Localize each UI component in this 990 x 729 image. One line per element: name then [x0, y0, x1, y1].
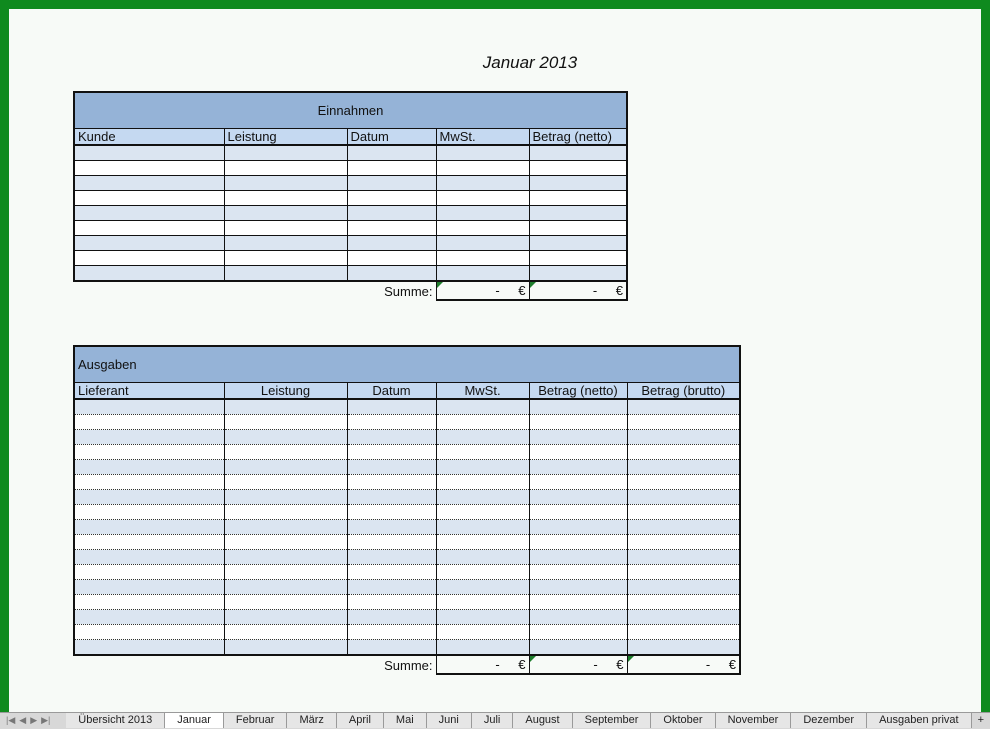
income-column-header[interactable]: Datum	[347, 129, 436, 146]
sheet-nav	[0, 713, 66, 727]
expenses-cell[interactable]	[74, 430, 224, 445]
income-cell[interactable]	[74, 191, 224, 206]
income-column-header[interactable]: Leistung	[224, 129, 347, 146]
expenses-cell[interactable]	[224, 595, 347, 610]
income-table-row	[74, 176, 627, 191]
income-sum-row	[74, 281, 627, 300]
expenses-table-row	[74, 595, 740, 610]
expenses-cell[interactable]	[74, 475, 224, 490]
expenses-cell[interactable]	[74, 445, 224, 460]
income-column-header[interactable]: MwSt.	[436, 129, 529, 146]
sheet-tab[interactable]: Dezember	[791, 713, 867, 728]
expenses-cell[interactable]	[436, 625, 529, 640]
expenses-cell[interactable]	[347, 550, 436, 565]
prev-sheet-icon[interactable]: ◀	[19, 715, 27, 725]
worksheet[interactable]	[9, 9, 981, 712]
expenses-sum-netto[interactable]: - €	[529, 655, 627, 674]
expenses-cell[interactable]	[347, 595, 436, 610]
expenses-sum-row	[74, 655, 740, 674]
expenses-cell[interactable]	[436, 415, 529, 430]
income-cell[interactable]	[436, 221, 529, 236]
expenses-cell[interactable]	[224, 505, 347, 520]
expenses-sum-label: Summe:	[384, 657, 433, 673]
expenses-cell[interactable]	[74, 535, 224, 550]
income-table-row	[74, 206, 627, 221]
income-cell[interactable]	[347, 161, 436, 176]
expenses-cell[interactable]	[627, 550, 740, 565]
expenses-table-row	[74, 415, 740, 430]
expenses-cell[interactable]	[224, 640, 347, 656]
expenses-table-row	[74, 430, 740, 445]
expenses-table-row	[74, 505, 740, 520]
expenses-cell[interactable]	[74, 610, 224, 625]
expenses-cell[interactable]	[529, 475, 627, 490]
expenses-cell[interactable]	[529, 550, 627, 565]
expenses-cell[interactable]	[627, 445, 740, 460]
sheet-tab[interactable]: Juli	[472, 713, 514, 728]
expenses-cell[interactable]	[224, 490, 347, 505]
expenses-cell[interactable]	[224, 610, 347, 625]
expenses-cell[interactable]	[347, 415, 436, 430]
income-table-row	[74, 236, 627, 251]
income-cell[interactable]	[436, 266, 529, 282]
income-table-row	[74, 145, 627, 161]
expenses-table-row	[74, 445, 740, 460]
expenses-cell[interactable]	[347, 640, 436, 656]
expenses-cell[interactable]	[529, 640, 627, 656]
expenses-cell[interactable]	[224, 415, 347, 430]
expenses-table-row	[74, 535, 740, 550]
expenses-column-header[interactable]: Lieferant	[74, 383, 224, 400]
expenses-cell[interactable]	[529, 415, 627, 430]
expenses-cell[interactable]	[529, 490, 627, 505]
comment-flag-icon	[437, 282, 443, 288]
expenses-cell[interactable]	[627, 640, 740, 656]
expenses-table-row	[74, 475, 740, 490]
expenses-cell[interactable]	[74, 490, 224, 505]
sheet-tab[interactable]: Februar	[224, 713, 288, 728]
income-cell[interactable]	[74, 266, 224, 282]
sheet-tab[interactable]: Ausgaben privat	[867, 713, 972, 728]
income-cell[interactable]	[436, 191, 529, 206]
expenses-cell[interactable]	[347, 445, 436, 460]
comment-flag-icon	[530, 282, 536, 288]
expenses-table	[73, 345, 741, 675]
income-cell[interactable]	[529, 176, 627, 191]
expenses-cell[interactable]	[627, 475, 740, 490]
expenses-column-header[interactable]: Betrag (brutto)	[627, 383, 740, 400]
expenses-cell[interactable]	[347, 580, 436, 595]
expenses-cell[interactable]	[436, 610, 529, 625]
expenses-column-header[interactable]: Leistung	[224, 383, 347, 400]
income-cell[interactable]	[224, 161, 347, 176]
income-cell[interactable]	[529, 251, 627, 266]
expenses-cell[interactable]	[347, 565, 436, 580]
expenses-cell[interactable]	[347, 490, 436, 505]
expenses-cell[interactable]	[627, 399, 740, 415]
expenses-cell[interactable]	[436, 399, 529, 415]
expenses-cell[interactable]	[74, 595, 224, 610]
expenses-column-header[interactable]: Betrag (netto)	[529, 383, 627, 400]
expenses-cell[interactable]	[529, 520, 627, 535]
page-title: Januar 2013	[482, 53, 578, 72]
income-cell[interactable]	[224, 236, 347, 251]
sheet-tab[interactable]: September	[573, 713, 652, 728]
expenses-cell[interactable]	[627, 625, 740, 640]
expenses-table-row	[74, 550, 740, 565]
income-cell[interactable]	[224, 176, 347, 191]
income-cell[interactable]	[436, 236, 529, 251]
expenses-cell[interactable]	[436, 550, 529, 565]
expenses-table-row	[74, 460, 740, 475]
expenses-cell[interactable]	[627, 595, 740, 610]
sheet-tab-list	[66, 713, 971, 728]
income-cell[interactable]	[74, 161, 224, 176]
sheet-tab[interactable]: April	[337, 713, 384, 728]
income-cell[interactable]	[436, 161, 529, 176]
expenses-cell[interactable]	[436, 475, 529, 490]
expenses-cell[interactable]	[74, 565, 224, 580]
expenses-cell[interactable]	[529, 460, 627, 475]
expenses-cell[interactable]	[74, 520, 224, 535]
sheet-tab[interactable]: Januar	[165, 713, 224, 728]
sheet-tab[interactable]: Mai	[384, 713, 427, 728]
income-table-row	[74, 221, 627, 236]
expenses-cell[interactable]	[347, 625, 436, 640]
income-sum-mwst[interactable]: - €	[436, 281, 529, 300]
income-column-headers	[74, 129, 627, 146]
income-table-row	[74, 161, 627, 176]
expenses-cell[interactable]	[224, 460, 347, 475]
expenses-cell[interactable]	[627, 415, 740, 430]
income-cell[interactable]	[436, 206, 529, 221]
expenses-cell[interactable]	[224, 550, 347, 565]
expenses-cell[interactable]	[529, 610, 627, 625]
expenses-cell[interactable]	[529, 565, 627, 580]
expenses-cell[interactable]	[529, 580, 627, 595]
expenses-cell[interactable]	[436, 505, 529, 520]
expenses-cell[interactable]	[627, 460, 740, 475]
expenses-cell[interactable]	[436, 460, 529, 475]
income-cell[interactable]	[529, 266, 627, 282]
expenses-table-row	[74, 640, 740, 656]
expenses-cell[interactable]	[529, 430, 627, 445]
expenses-cell[interactable]	[74, 625, 224, 640]
income-cell[interactable]	[347, 221, 436, 236]
expenses-table-row	[74, 580, 740, 595]
expenses-column-header[interactable]: Datum	[347, 383, 436, 400]
expenses-cell[interactable]	[224, 430, 347, 445]
expenses-cell[interactable]	[224, 445, 347, 460]
income-sum-netto[interactable]: - €	[529, 281, 627, 300]
income-cell[interactable]	[347, 145, 436, 161]
income-cell[interactable]	[347, 206, 436, 221]
income-cell[interactable]	[74, 221, 224, 236]
income-cell[interactable]	[347, 251, 436, 266]
expenses-cell[interactable]	[224, 399, 347, 415]
income-title: Einnahmen	[74, 92, 627, 129]
expenses-cell[interactable]	[74, 399, 224, 415]
expenses-cell[interactable]	[74, 460, 224, 475]
income-cell[interactable]	[529, 161, 627, 176]
sheet-tab[interactable]: Oktober	[651, 713, 715, 728]
expenses-cell[interactable]	[627, 430, 740, 445]
expenses-table-row	[74, 565, 740, 580]
comment-flag-icon	[530, 656, 536, 662]
income-cell[interactable]	[74, 206, 224, 221]
sheet-tab[interactable]: November	[716, 713, 792, 728]
expenses-sum-mwst[interactable]: - €	[436, 655, 529, 674]
expenses-cell[interactable]	[347, 505, 436, 520]
expenses-cell[interactable]	[74, 505, 224, 520]
expenses-column-headers	[74, 383, 740, 400]
expenses-table-row	[74, 490, 740, 505]
last-sheet-icon[interactable]: ▶|	[41, 715, 51, 725]
sheet-tab-bar	[0, 712, 990, 729]
income-table	[73, 91, 628, 301]
income-cell[interactable]	[529, 191, 627, 206]
expenses-cell[interactable]	[224, 580, 347, 595]
expenses-cell[interactable]	[224, 565, 347, 580]
next-sheet-icon[interactable]: ▶	[30, 715, 38, 725]
expenses-cell[interactable]	[74, 550, 224, 565]
expenses-cell[interactable]	[627, 535, 740, 550]
expenses-cell[interactable]	[74, 580, 224, 595]
income-cell[interactable]	[436, 251, 529, 266]
expenses-cell[interactable]	[347, 535, 436, 550]
expenses-cell[interactable]	[436, 595, 529, 610]
income-cell[interactable]	[224, 266, 347, 282]
income-cell[interactable]	[529, 236, 627, 251]
income-cell[interactable]	[74, 145, 224, 161]
expenses-table-row	[74, 399, 740, 415]
expenses-cell[interactable]	[224, 475, 347, 490]
expenses-cell[interactable]	[347, 610, 436, 625]
expenses-cell[interactable]	[529, 625, 627, 640]
income-table-row	[74, 251, 627, 266]
expenses-cell[interactable]	[529, 399, 627, 415]
sheet-tab[interactable]: Übersicht 2013	[66, 713, 165, 728]
expenses-title: Ausgaben	[74, 346, 740, 383]
income-table-row	[74, 191, 627, 206]
income-cell[interactable]	[224, 191, 347, 206]
income-cell[interactable]	[436, 176, 529, 191]
income-table-row	[74, 266, 627, 282]
expenses-cell[interactable]	[436, 640, 529, 656]
expenses-cell[interactable]	[347, 430, 436, 445]
income-cell[interactable]	[74, 176, 224, 191]
expenses-cell[interactable]	[627, 610, 740, 625]
add-sheet-button[interactable]: +	[977, 714, 984, 726]
income-cell[interactable]	[347, 176, 436, 191]
expenses-cell[interactable]	[627, 520, 740, 535]
first-sheet-icon[interactable]: |◀	[6, 715, 16, 725]
expenses-cell[interactable]	[74, 415, 224, 430]
expenses-cell[interactable]	[529, 595, 627, 610]
sheet-tab[interactable]: Juni	[427, 713, 472, 728]
income-column-header[interactable]: Kunde	[74, 129, 224, 146]
expenses-cell[interactable]	[347, 460, 436, 475]
income-cell[interactable]	[224, 206, 347, 221]
expenses-sum-brutto[interactable]: - €	[627, 655, 740, 674]
income-cell[interactable]	[347, 266, 436, 282]
expenses-cell[interactable]	[347, 399, 436, 415]
expenses-table-row	[74, 625, 740, 640]
expenses-cell[interactable]	[347, 475, 436, 490]
expenses-cell[interactable]	[224, 535, 347, 550]
expenses-cell[interactable]	[436, 445, 529, 460]
expenses-cell[interactable]	[436, 565, 529, 580]
expenses-cell[interactable]	[74, 640, 224, 656]
income-sum-label: Summe:	[384, 283, 433, 299]
income-cell[interactable]	[529, 145, 627, 161]
income-cell[interactable]	[347, 236, 436, 251]
expenses-cell[interactable]	[627, 565, 740, 580]
expenses-cell[interactable]	[436, 580, 529, 595]
expenses-cell[interactable]	[529, 535, 627, 550]
sheet-tab[interactable]: März	[287, 713, 336, 728]
comment-flag-icon	[628, 656, 634, 662]
income-column-header[interactable]: Betrag (netto)	[529, 129, 627, 146]
expenses-cell[interactable]	[529, 505, 627, 520]
income-cell[interactable]	[529, 221, 627, 236]
expenses-table-row	[74, 520, 740, 535]
expenses-column-header[interactable]: MwSt.	[436, 383, 529, 400]
expenses-cell[interactable]	[627, 490, 740, 505]
income-cell[interactable]	[74, 251, 224, 266]
expenses-cell[interactable]	[627, 505, 740, 520]
expenses-cell[interactable]	[436, 520, 529, 535]
expenses-table-row	[74, 610, 740, 625]
expenses-cell[interactable]	[436, 535, 529, 550]
income-cell[interactable]	[347, 191, 436, 206]
income-cell[interactable]	[436, 145, 529, 161]
income-cell[interactable]	[224, 145, 347, 161]
expenses-cell[interactable]	[224, 520, 347, 535]
expenses-cell[interactable]	[436, 430, 529, 445]
expenses-cell[interactable]	[224, 625, 347, 640]
expenses-cell[interactable]	[627, 580, 740, 595]
sheet-tab[interactable]: August	[513, 713, 572, 728]
expenses-cell[interactable]	[436, 490, 529, 505]
expenses-cell[interactable]	[529, 445, 627, 460]
expenses-cell[interactable]	[347, 520, 436, 535]
income-cell[interactable]	[224, 221, 347, 236]
income-cell[interactable]	[529, 206, 627, 221]
income-cell[interactable]	[74, 236, 224, 251]
income-cell[interactable]	[224, 251, 347, 266]
